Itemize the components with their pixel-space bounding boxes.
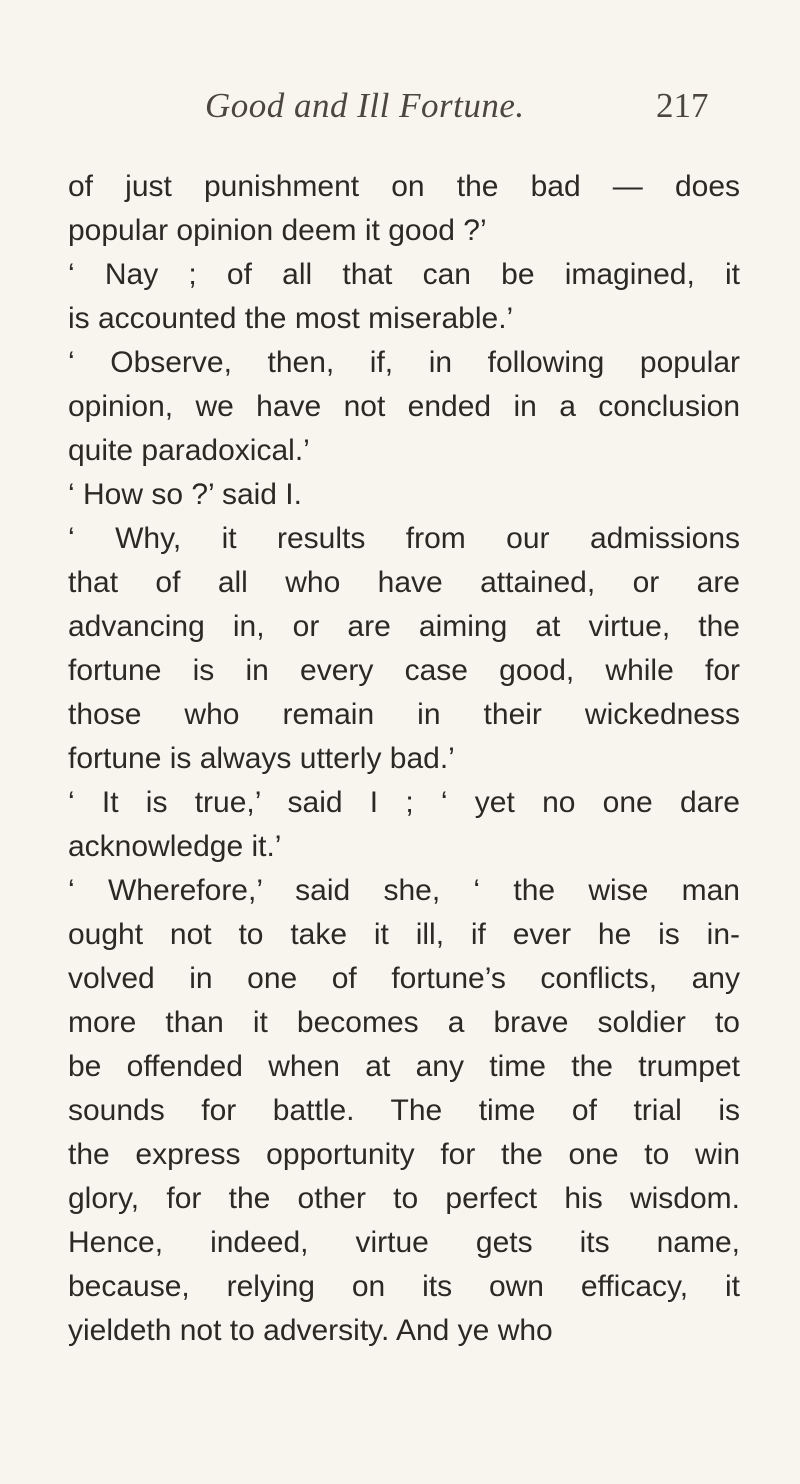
page-number: 217 [656,86,709,125]
text-line: of just punishment on the bad — does [68,170,740,203]
text-line: volved in one of fortune’s conflicts, any [68,962,740,995]
text-line: is accounted the most miserable.’ [68,302,514,335]
running-title: Good and Ill Fortune. [205,86,525,125]
text-line: more than it becomes a brave soldier to [68,1006,740,1039]
text-line: yieldeth not to adversity. And ye who [68,1314,553,1347]
text-line: ought not to take it ill, if ever he is in- [68,918,740,951]
text-line: ‘ It is true,’ said I ; ‘ yet no one dare [68,786,740,819]
text-line: ‘ How so ?’ said I. [68,478,302,511]
text-line: be offended when at any time the trumpet [68,1050,740,1083]
text-line: ‘ Observe, then, if, in following popular [68,346,740,379]
text-line: opinion, we have not ended in a conclusion [68,390,740,423]
text-line: advancing in, or are aiming at virtue, the [68,610,740,643]
running-head [0,84,800,134]
text-line: glory, for the other to perfect his wisdom. [68,1182,740,1215]
text-line: ‘ Why, it results from our admissions [68,522,740,555]
body-text [68,165,740,1353]
text-line: because, relying on its own efficacy, it [68,1270,740,1303]
text-line: quite paradoxical.’ [68,434,310,467]
text-line: Hence, indeed, virtue gets its name, [68,1226,740,1259]
text-line: the express opportunity for the one to win [68,1138,740,1171]
text-line: ‘ Nay ; of all that can be imagined, it [68,258,740,291]
text-line: popular opinion deem it good ?’ [68,214,487,247]
text-line: those who remain in their wickedness [68,698,740,731]
text-line: acknowledge it.’ [68,830,282,863]
text-line: fortune is in every case good, while for [68,654,740,687]
text-line: ‘ Wherefore,’ said she, ‘ the wise man [68,874,740,907]
text-line: sounds for battle. The time of trial is [68,1094,740,1127]
text-line: that of all who have attained, or are [68,566,740,599]
text-line: fortune is always utterly bad.’ [68,742,455,775]
